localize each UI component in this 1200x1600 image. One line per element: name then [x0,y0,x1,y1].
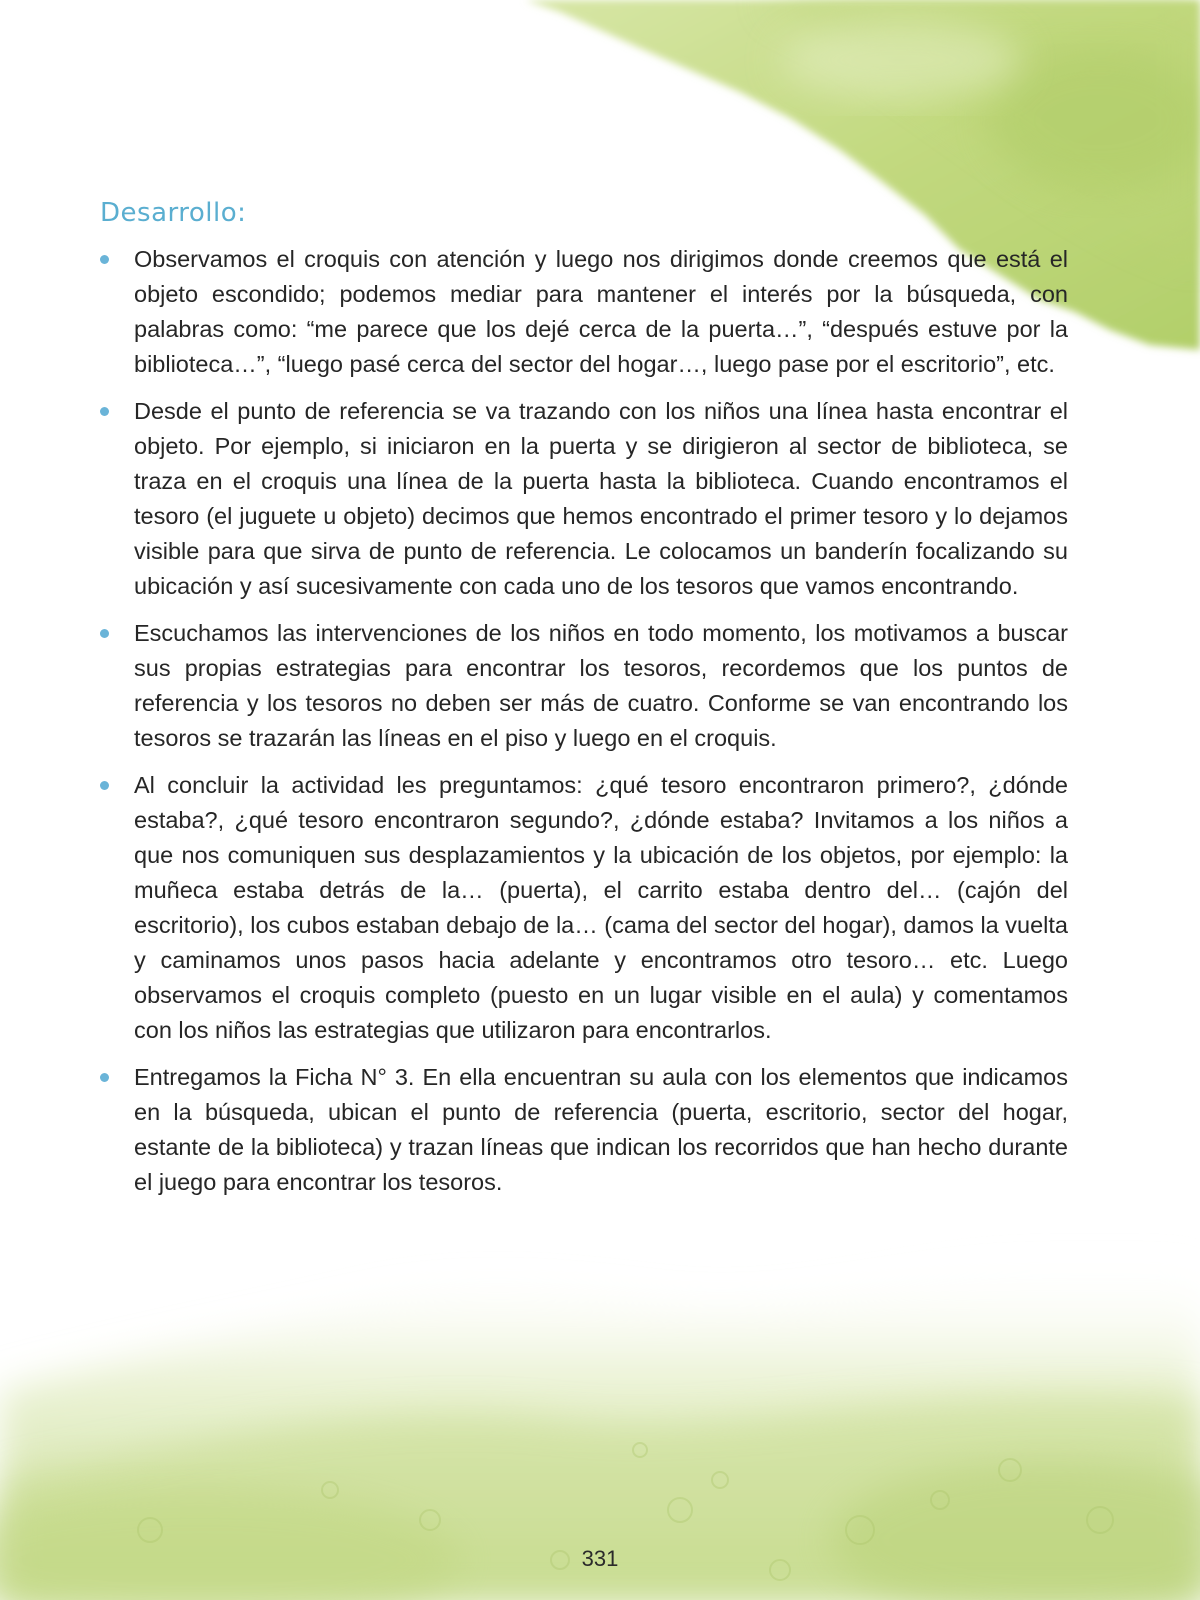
bullet-icon [100,629,109,638]
bullet-text: Observamos el croquis con atención y luego nos dirigimos donde creemos que está el objeto escondido; podemos mediar para mantener el interés por la búsqueda, con palabras como: “me parece que los dejé cerca de la puerta…”, “después estuve por la biblioteca…”, “luego pasé cerca del sector del hogar…, luego pase por el escritorio”, etc. [134,246,1068,377]
list-item [100,394,1068,604]
section-heading: Desarrollo: [100,198,247,228]
page-number: 331 [581,1546,619,1571]
list-item [100,242,1068,382]
main-content [100,196,1068,1212]
list-item [100,1060,1068,1200]
list-item [100,768,1068,1048]
bullet-text: Escuchamos las intervenciones de los niños en todo momento, los motivamos a buscar sus propias estrategias para encontrar los tesoros, recordemos que los puntos de referencia y los tesoros no deben ser más de cuatro. Conforme se van encontrando los tesoros se trazarán las líneas en el piso y luego en el croquis. [134,620,1068,751]
bullet-icon [100,1073,109,1082]
bullet-text: Entregamos la Ficha N° 3. En ella encuentran su aula con los elementos que indicamos en la búsqueda, ubican el punto de referencia (puerta, escritorio, sector del hogar, estante de la biblioteca) y trazan líneas que indican los recorridos que han hecho durante el juego para encontrar los tesoros. [134,1064,1068,1195]
bullet-icon [100,781,109,790]
bullet-list [100,242,1068,1200]
bullet-icon [100,407,109,416]
bullet-text: Al concluir la actividad les preguntamos: ¿qué tesoro encontraron primero?, ¿dónde estaba?, ¿qué tesoro encontraron segundo?, ¿dónde estaba? Invitamos a los niños a que nos comuniquen sus desplazamientos y la ubicación de los objetos, por ejemplo: la muñeca estaba detrás de la… (puerta), el carrito estaba dentro del… (cajón del escritorio), los cubos estaban debajo de la… (cama del sector del hogar), damos la vuelta y caminamos unos pasos hacia adelante y encontramos otro tesoro… etc. Luego observamos el croquis completo (puesto en un lugar visible en el aula) y comentamos con los niños las estrategias que utilizaron para encontrarlos. [134,772,1068,1043]
bullet-icon [100,255,109,264]
bullet-text: Desde el punto de referencia se va trazando con los niños una línea hasta encontrar el objeto. Por ejemplo, si iniciaron en la puerta y se dirigieron al sector de biblioteca, se traza en el croquis una línea de la puerta hasta la biblioteca. Cuando encontramos el tesoro (el juguete u objeto) decimos que hemos encontrado el primer tesoro y lo dejamos visible para que sirva de punto de referencia. Le colocamos un banderín focalizando su ubicación y así sucesivamente con cada uno de los tesoros que vamos encontrando. [134,398,1068,599]
list-item [100,616,1068,756]
